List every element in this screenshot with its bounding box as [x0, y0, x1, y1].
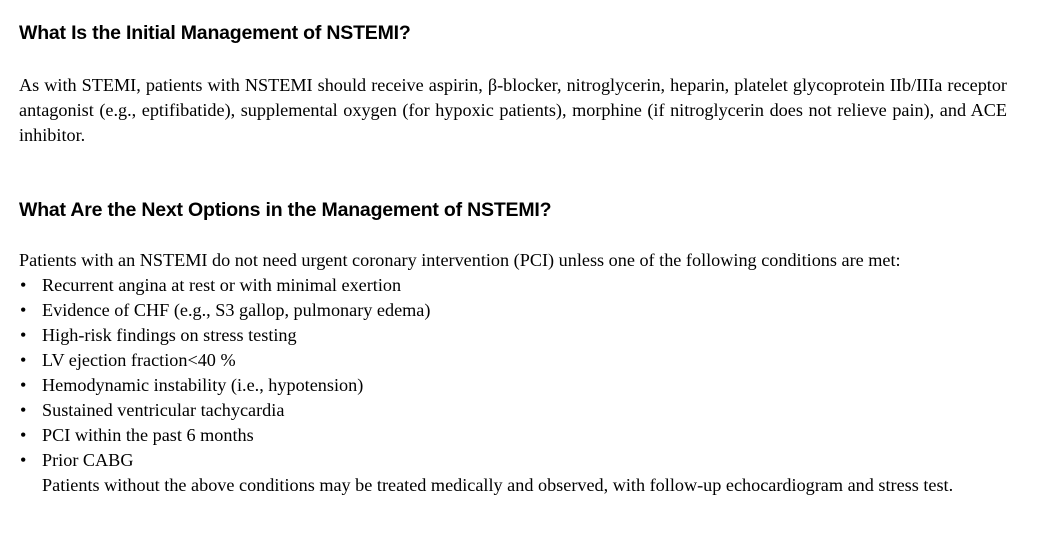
list-item	[19, 398, 430, 423]
list-item-text: Sustained ventricular tachycardia	[42, 400, 285, 420]
section-heading-next-options: What Are the Next Options in the Management of NSTEMI?	[19, 199, 552, 221]
closing-paragraph: Patients without the above conditions may be treated medically and observed, with follow-up echocardiogram and stress test.	[42, 475, 954, 495]
list-item-text: Prior CABG	[42, 450, 134, 470]
section-heading-initial-management: What Is the Initial Management of NSTEMI?	[19, 22, 411, 44]
list-item-text: PCI within the past 6 months	[42, 425, 254, 445]
list-item	[19, 423, 430, 448]
list-item	[19, 323, 430, 348]
bullet-icon: •	[20, 375, 27, 395]
bullet-icon: •	[20, 400, 27, 420]
list-item-text: High-risk findings on stress testing	[42, 325, 297, 345]
conditions-list	[19, 273, 430, 473]
bullet-icon: •	[20, 275, 27, 295]
list-item	[19, 348, 430, 373]
bullet-icon: •	[20, 300, 27, 320]
bullet-icon: •	[20, 350, 27, 370]
list-item	[19, 298, 430, 323]
list-item-text: LV ejection fraction<40 %	[42, 350, 236, 370]
list-item	[19, 273, 430, 298]
list-item-text: Recurrent angina at rest or with minimal exertion	[42, 275, 402, 295]
bullet-icon: •	[20, 450, 27, 470]
list-item	[19, 373, 430, 398]
initial-management-paragraph: As with STEMI, patients with NSTEMI should receive aspirin, β-blocker, nitroglycerin, heparin, platelet glycoprotein IIb/IIIa receptor antagonist (e.g., eptifibatide), supplemental oxygen (for hypoxic patients), morphine (if nitroglycerin does not relieve pain), and ACE inhibitor.	[19, 75, 1007, 145]
bullet-icon: •	[20, 325, 27, 345]
next-options-intro: Patients with an NSTEMI do not need urgent coronary intervention (PCI) unless one of the following conditions are met:	[19, 250, 901, 270]
list-item-text: Hemodynamic instability (i.e., hypotension)	[42, 375, 364, 395]
bullet-icon: •	[20, 425, 27, 445]
list-item-text: Evidence of CHF (e.g., S3 gallop, pulmonary edema)	[42, 300, 431, 320]
list-item	[19, 448, 430, 473]
